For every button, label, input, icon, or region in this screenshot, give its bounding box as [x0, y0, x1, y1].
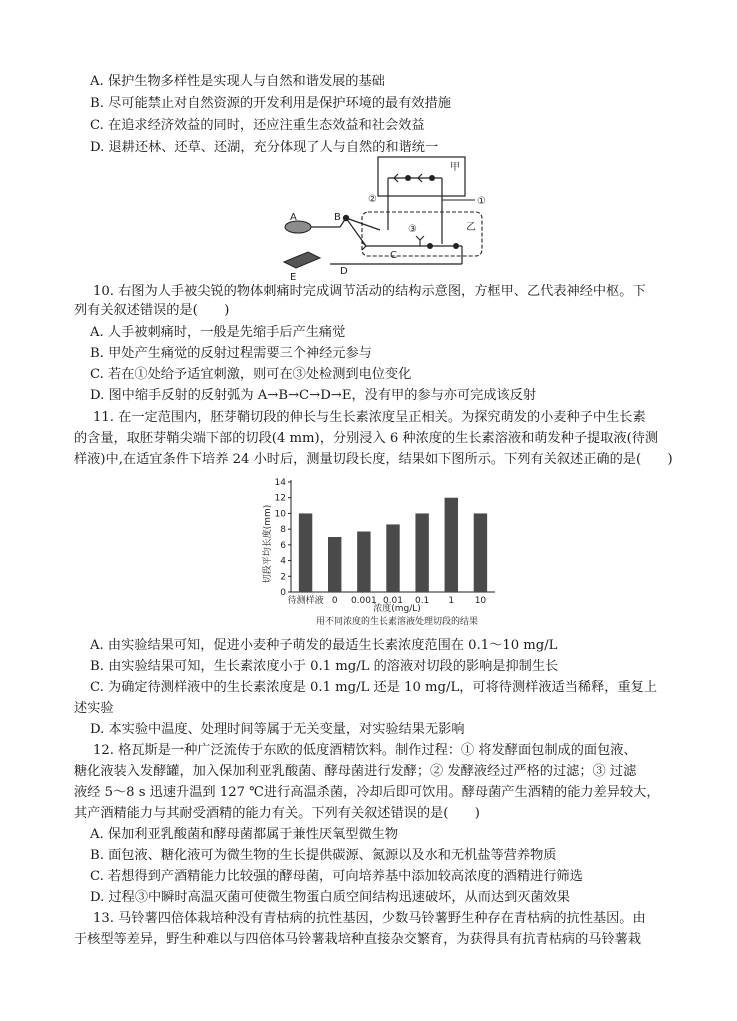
q12-option-b: B. 面包液、糖化液可为微生物的生长提供碳源、氮源以及水和无机盐等营养物质 [90, 848, 557, 863]
label-2: ② [368, 194, 377, 205]
chart-ytick-label: 10 [274, 509, 286, 520]
q11-option-b: B. 由实验结果可知，生长素浓度小于 0.1 mg/L 的溶液对切段的影响是抑制生长 [90, 659, 559, 674]
label-c: C [390, 250, 397, 261]
q11-stem-line1: 11. 在一定范围内，胚芽鞘切段的伸长与生长素浓度呈正相关。为探究萌发的小麦种子中生长素 [93, 410, 646, 425]
q13-stem-line2: 于核型等差异，野生种难以与四倍体马铃薯栽培种直接杂交繁育，为获得具有抗青枯病的马铃薯栽 [74, 932, 642, 947]
q12-stem-line3: 液经 5～8 s 迅速升温到 127 ℃进行高温杀菌，冷却后即可饮用。酵母菌产生酒精的能力差异较大， [74, 785, 660, 800]
q12-option-c: C. 若想得到产酒精能力比较强的酵母菌，可向培养基中添加较高浓度的酒精进行筛选 [90, 869, 583, 884]
chart-bar [357, 532, 370, 593]
chart-ytick-label: 2 [280, 572, 286, 583]
q9-option-c: C. 在追求经济效益的同时，还应注重生态效益和社会效益 [90, 118, 425, 133]
q12-option-a: A. 保加利亚乳酸菌和酵母菌都属于兼性厌氧型微生物 [90, 827, 399, 842]
q9-option-b: B. 尽可能禁止对自然资源的开发利用是保护环境的最有效措施 [90, 96, 451, 111]
label-1: ① [477, 196, 486, 207]
label-d: D [340, 266, 348, 277]
q12-stem-line4: 其产酒精能力与其耐受酒精的能力有关。下列有关叙述错误的是( ) [74, 806, 480, 821]
chart-bar [299, 513, 312, 592]
label-e: E [290, 272, 297, 282]
chart-bar [415, 513, 428, 592]
label-jia: 甲 [450, 162, 460, 173]
chart-category-label: 0.01 [382, 596, 404, 606]
q9-option-d: D. 退耕还林、还草、还湖，充分体现了人与自然的和谐统一 [90, 140, 439, 155]
chart-ytick-label: 4 [280, 556, 286, 567]
chart-caption: 用不同浓度的生长素溶液处理切段的结果 [315, 617, 479, 627]
chart-ylabel: 切段平均长度(mm) [263, 504, 273, 584]
q10-stem-line2: 列有关叙述错误的是( ) [74, 303, 230, 318]
q12-stem-line1: 12. 格瓦斯是一种广泛流传于东欧的低度酒精饮料。制作过程：① 将发酵面包制成的面包液、 [93, 743, 637, 758]
q9-option-a: A. 保护生物多样性是实现人与自然和谐发展的基础 [90, 74, 385, 89]
label-3: ③ [408, 224, 417, 235]
q11-option-c: C. 为确定待测样液中的生长素浓度是 0.1 mg/L 还是 10 mg/L，可将待测样液适当稀释，重复上 [90, 680, 658, 695]
q11-option-c-cont: 述实验 [74, 701, 114, 716]
label-a: A [290, 212, 297, 223]
chart-ytick-label: 8 [280, 525, 286, 536]
chart-category-label: 待测样液 [287, 596, 324, 606]
chart-category-label: 1 [448, 596, 455, 606]
chart-bar [445, 498, 458, 592]
box-yi [362, 212, 482, 256]
q10-option-a: A. 人手被刺痛时，一般是先缩手后产生痛觉 [90, 325, 346, 340]
chart-category-label: 0 [331, 596, 338, 606]
q11-stem-line3: 样液)中,在适宜条件下培养 24 小时后，测量切段长度，结果如下图所示。下列有关叙述正确的是( ) [74, 452, 673, 467]
q11-option-a: A. 由实验结果可知，促进小麦种子萌发的最适生长素浓度范围在 0.1～10 mg/L [90, 638, 558, 653]
q10-option-b: B. 甲处产生痛觉的反射过程需要三个神经元参与 [90, 346, 372, 361]
chart-xlabel: 浓度(mg/L) [373, 604, 421, 614]
chart-ytick-label: 6 [280, 540, 286, 551]
q10-stem-line1: 10. 右图为人手被尖锐的物体刺痛时完成调节活动的结构示意图，方框甲、乙代表神经中枢。下 [93, 284, 646, 299]
growth-bar-chart [255, 474, 505, 630]
chart-category-label: 0.001 [350, 596, 377, 606]
chart-ytick-label: 12 [274, 493, 286, 504]
q10-option-c: C. 若在①处给予适宜刺激，则可在③处检测到电位变化 [90, 367, 412, 382]
chart-category-label: 10 [474, 596, 487, 606]
q11-option-d: D. 本实验中温度、处理时间等属于无关变量，对实验结果无影响 [90, 722, 465, 737]
chart-category-label: 0.1 [414, 596, 430, 606]
q13-stem-line1: 13. 马铃薯四倍体栽培种没有青枯病的抗性基因，少数马铃薯野生种存在青枯病的抗性基因。由 [93, 911, 646, 926]
chart-ytick-label: 0 [280, 588, 286, 598]
chart-ytick-label: 14 [274, 478, 286, 488]
chart-bar [474, 513, 487, 592]
chart-bar [386, 524, 399, 592]
label-yi: 乙 [466, 222, 476, 233]
q12-option-d: D. 过程③中瞬时高温灭菌可使微生物蛋白质空间结构迅速破坏，从而达到灭菌效果 [90, 890, 571, 905]
reflex-arc-diagram [270, 150, 490, 282]
label-b: B [334, 212, 341, 223]
q11-stem-line2: 的含量，取胚芽鞘尖端下部的切段(4 mm)，分别浸入 6 种浓度的生长素溶液和萌发种子提取液(待测 [74, 431, 659, 446]
chart-bar [328, 537, 341, 592]
q12-stem-line2: 糖化液装入发酵罐，加入保加利亚乳酸菌、酵母菌进行发酵；② 发酵液经过严格的过滤；③ 过滤 [74, 764, 637, 779]
q10-option-d: D. 图中缩手反射的反射弧为 A→B→C→D→E，没有甲的参与亦可完成该反射 [90, 388, 537, 403]
